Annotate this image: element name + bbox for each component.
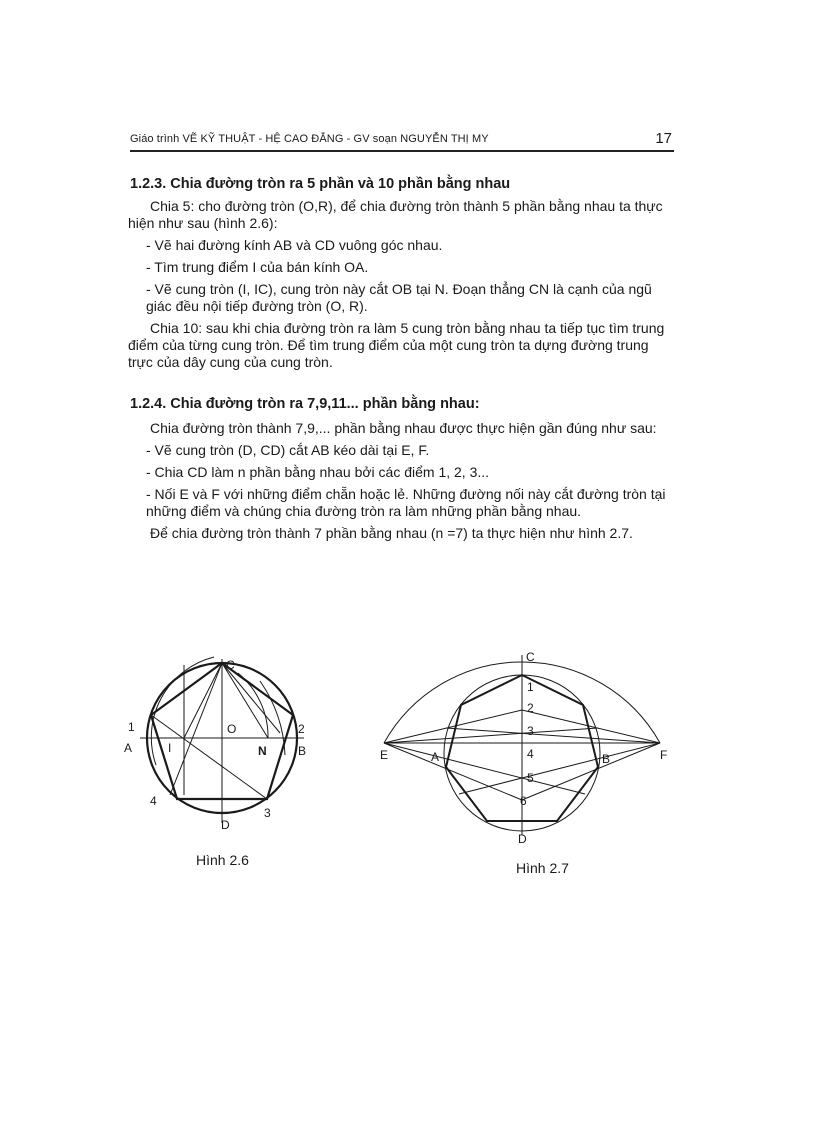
label-E: E <box>380 748 389 762</box>
paragraph-chia-5: Chia 5: cho đường tròn (O,R), để chia đường tròn thành 5 phần bằng nhau ta thực hiện như sau (hình 2.6): <box>128 198 663 231</box>
step-c: - Nối E và F với những điểm chẵn hoặc lẻ. Những đường nối này cắt đường tròn tại những điểm và chúng chia đường tròn ra làm những phần bằng nhau. <box>146 486 666 519</box>
paragraph-chia-7: Chia đường tròn thành 7,9,... phần bằng nhau được thực hiện gần đúng như sau: <box>150 420 657 436</box>
caption-figure-2-7: Hình 2.7 <box>516 860 569 876</box>
paragraph-n-7: Để chia đường tròn thành 7 phần bằng nhau (n =7) ta thực hiện như hình 2.7. <box>150 525 633 541</box>
section-1-2-3-body <box>128 198 672 371</box>
label-2: 2 <box>527 701 534 715</box>
running-header <box>130 130 674 152</box>
step-2: - Tìm trung điểm I của bán kính OA. <box>146 259 369 275</box>
label-4: 4 <box>527 747 534 761</box>
label-O: O <box>227 722 237 736</box>
step-1: - Vẽ hai đường kính AB và CD vuông góc nhau. <box>146 237 443 253</box>
label-B: B <box>298 744 307 758</box>
label-B: B <box>602 752 611 766</box>
label-C: C <box>526 650 535 664</box>
page-number: 17 <box>655 130 672 147</box>
label-1: 1 <box>527 680 534 694</box>
label-4: 4 <box>150 794 157 808</box>
label-3: 3 <box>527 724 534 738</box>
label-F: F <box>660 748 668 762</box>
label-D: D <box>221 818 230 832</box>
label-5: 5 <box>527 771 534 785</box>
label-C: C <box>226 658 235 672</box>
step-a: - Vẽ cung tròn (D, CD) cắt AB kéo dài tại E, F. <box>146 442 430 458</box>
step-b: - Chia CD làm n phần bằng nhau bởi các điểm 1, 2, 3... <box>146 464 490 480</box>
label-N: N <box>258 744 267 758</box>
section-heading-1-2-3: 1.2.3. Chia đường tròn ra 5 phần và 10 phần bằng nhau <box>130 176 511 192</box>
label-6: 6 <box>520 794 527 808</box>
figure-2-6 <box>110 645 330 845</box>
section-1-2-4-body <box>128 420 672 542</box>
label-2: 2 <box>298 722 305 736</box>
label-A: A <box>124 741 133 755</box>
paragraph-chia-10: Chia 10: sau khi chia đường tròn ra làm 5 cung tròn bằng nhau ta tiếp tục tìm trung điểm của từng cung tròn. Để tìm trung điểm của một cung tròn ta dựng đường trung trực của dây cung của cung tròn. <box>128 320 665 370</box>
step-3: - Vẽ cung tròn (I, IC), cung tròn này cắt OB tại N. Đoạn thẳng CN là cạnh của ngũ giác đều nội tiếp đường tròn (O, R). <box>146 281 652 314</box>
label-1: 1 <box>128 720 135 734</box>
label-A: A <box>431 750 440 764</box>
caption-figure-2-6: Hình 2.6 <box>196 852 249 868</box>
figure-2-7 <box>370 645 680 850</box>
label-3: 3 <box>264 806 271 820</box>
header-title: Giáo trình VẼ KỸ THUẬT - HỆ CAO ĐẲNG - GV soạn NGUYỄN THỊ MY <box>130 133 489 145</box>
label-D: D <box>518 832 527 846</box>
section-heading-1-2-4: 1.2.4. Chia đường tròn ra 7,9,11... phần bằng nhau: <box>130 396 480 412</box>
figure-2-7-labels <box>380 650 667 846</box>
label-I: I <box>168 741 172 755</box>
